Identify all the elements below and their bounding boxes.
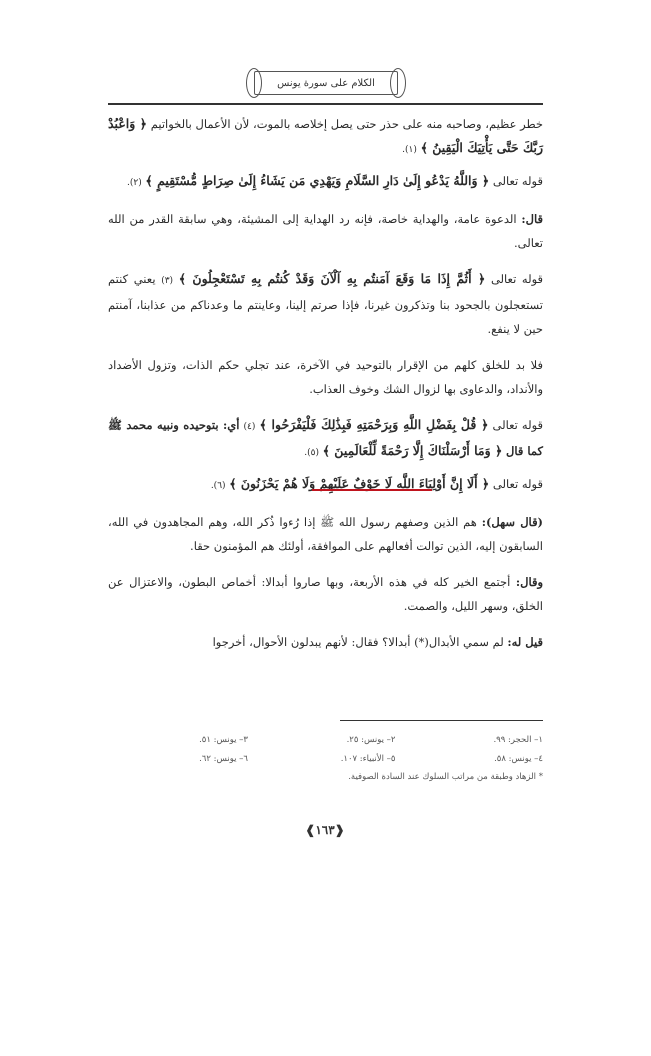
footnote-row: [108, 730, 543, 749]
paragraph-9: وقال: أجتمع الخير كله في هذه الأربعة، وبها صاروا أبدالا: أخماص البطون، والاعتزال عن الخلق، وسهر الليل، والصمت.: [108, 575, 544, 613]
paragraph-6: قوله تعالى ﴿ قُلْ بِفَضْلِ اللَّهِ وَبِرَحْمَتِهِ فَبِذَٰلِكَ فَلْيَفْرَحُوا ﴾ (٤) أي: بتوحيده ونبيه محمد ﷺ كما قال ﴿ وَمَا أَرْسَلْنَاكَ إِلَّا رَحْمَةً لِّلْعَالَمِينَ ﴾ (٥).: [108, 417, 544, 458]
main-text: [108, 112, 543, 661]
footnotes: [108, 730, 543, 786]
quran-verse: ﴿ أَلَا إِنَّ أَوْلِيَاءَ اللَّهِ لَا خَوْفٌ عَلَيْهِمْ وَلَا هُمْ يَحْزَنُونَ ﴾: [229, 476, 490, 491]
header-title: الكلام على سورة يونس: [277, 77, 375, 89]
ornament-right-icon: ❱: [305, 823, 316, 837]
footnote-item: ٢– يونس: ٢٥.: [346, 734, 396, 745]
paragraph-7: قوله تعالى ﴿ أَلَا إِنَّ أَوْلِيَاءَ اللَّهِ لَا خَوْفٌ عَلَيْهِمْ وَلَا هُمْ يَحْزَنُونَ ﴾ (٦).: [210, 476, 543, 491]
footnote-item: ٤– يونس: ٥٨.: [494, 753, 543, 764]
footnote-ref: (٣): [161, 276, 174, 286]
paragraph-3: قال: الدعوة عامة، والهداية خاصة، فإنه رد الهداية إلى المشيئة، وهي سابقة القدر من الله تعالى.: [108, 212, 544, 250]
page-number: ❰ ١٦٣ ❱: [305, 823, 345, 837]
footnote-item: ٦– يونس: ٦٢.: [199, 753, 248, 764]
footnote-item: ٣– يونس: ٥١.: [199, 734, 248, 745]
quran-verse: ﴿ وَاللَّهُ يَدْعُو إِلَىٰ دَارِ السَّلَامِ وَيَهْدِي مَن يَشَاءُ إِلَىٰ صِرَاطٍ مُّسْتَقِيمٍ ﴾: [145, 173, 490, 188]
footnote-ref: (٦).: [210, 481, 226, 491]
header-rule: [108, 103, 543, 105]
red-underline-annotation: [312, 489, 432, 491]
footnote-note: * الزهاد وطبقة من مراتب السلوك عند السادة الصوفية.: [348, 772, 543, 782]
footnote-ref: (٥).: [304, 448, 319, 458]
paragraph-10: قيل له: لم سمي الأبدال(*) أبدالا؟ فقال: لأنهم يبدلون الأحوال، أخرجوا: [212, 635, 543, 649]
quran-verse: ﴿ أَثُمَّ إِذَا مَا وَقَعَ آمَنتُم بِهِ آلْآنَ وَقَدْ كُنتُم بِهِ تَسْتَعْجِلُونَ ﴾: [178, 271, 486, 286]
paragraph-1: خطر عظيم، وصاحبه منه على حذر حتى يصل إخلاصه بالموت، لأن الأعمال بالخواتيم ﴿ وَاعْبُدْ رَبَّكَ حَتَّى يَأْتِيَكَ الْيَقِينُ ﴾ (١).: [108, 116, 544, 155]
footnote-ref: (٤): [243, 422, 256, 432]
running-header: [254, 71, 398, 95]
paragraph-4: قوله تعالى ﴿ أَثُمَّ إِذَا مَا وَقَعَ آمَنتُم بِهِ آلْآنَ وَقَدْ كُنتُم بِهِ تَسْتَعْجِلُونَ ﴾ (٣) يعني كنتم تستعجلون بالجحود بنا وتذكرون غيرنا، فإذا صرتم إلينا، وعاينتم ما وعدناكم من عذابنا، آمنتم حين لا ينفع.: [108, 271, 544, 336]
paragraph-5: فلا بد للخلق كلهم من الإقرار بالتوحيد في الآخرة، عند تجلي حكم الذات، وتزول الأضداد والأنداد، والدعاوى بها لزوال الشك وخوف العذاب.: [108, 358, 543, 396]
quran-verse: ﴿ وَاعْبُدْ رَبَّكَ حَتَّى يَأْتِيَكَ الْيَقِينُ ﴾: [108, 116, 543, 155]
paragraph-8: (قال سهل): هم الذين وصفهم رسول الله ﷺ إذا رُءوا ذُكر الله، وهم المجاهدون في الله، السابقون إليه، الذين توالت أفعالهم على الموافقة، أولئك هم المؤمنون حقا.: [108, 515, 544, 553]
footnote-item: ٥– الأنبياء: ١٠٧.: [340, 753, 396, 764]
footnote-rule: [340, 720, 543, 721]
quran-verse: ﴿ وَمَا أَرْسَلْنَاكَ إِلَّا رَحْمَةً لِّلْعَالَمِينَ ﴾: [322, 443, 503, 458]
footnote-ref: (١).: [402, 145, 417, 155]
quran-verse: ﴿ قُلْ بِفَضْلِ اللَّهِ وَبِرَحْمَتِهِ فَبِذَٰلِكَ فَلْيَفْرَحُوا ﴾: [259, 417, 489, 432]
footnote-row: [108, 749, 543, 768]
ornament-left-icon: ❰: [334, 823, 345, 837]
paragraph-2: قوله تعالى ﴿ وَاللَّهُ يَدْعُو إِلَىٰ دَارِ السَّلَامِ وَيَهْدِي مَن يَشَاءُ إِلَىٰ صِرَاطٍ مُّسْتَقِيمٍ ﴾ (٢).: [127, 173, 543, 188]
footnote-item: ١– الحجر: ٩٩.: [493, 734, 543, 745]
footnote-ref: (٢).: [127, 178, 142, 188]
